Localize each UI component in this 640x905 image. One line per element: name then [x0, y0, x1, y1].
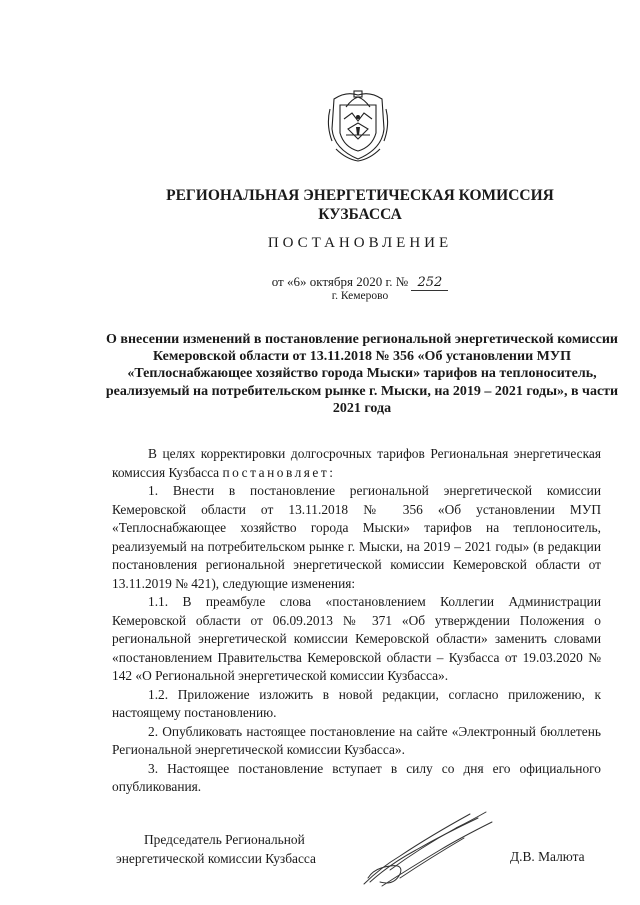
item-3: 3. Настоящее постановление вступает в силу со дня его официального опубликования. — [112, 760, 601, 794]
signatory-position — [116, 831, 356, 868]
document-type: ПОСТАНОВЛЕНИЕ — [267, 235, 453, 251]
city: г. Кемерово — [331, 290, 389, 302]
coat-of-arms-emblem-icon — [326, 89, 390, 163]
item-2: 2. Опубликовать настоящее постановление на сайте «Электронный бюллетень Региональной энергетической комиссии Кузбасса». — [112, 723, 601, 757]
commission-name: РЕГИОНАЛЬНАЯ ЭНЕРГЕТИЧЕСКАЯ КОМИССИЯ КУЗБАССА — [166, 187, 554, 223]
position-line-1: Председатель Региональной — [144, 832, 305, 847]
date-prefix: от «6» октября 2020 г. № — [271, 274, 409, 289]
signatory-name: Д.В. Малюта — [510, 849, 585, 864]
item-1-2: 1.2. Приложение изложить в новой редакции, согласно приложению, к настоящему постановлению. — [112, 686, 601, 720]
date-line — [200, 274, 520, 290]
document-title: О внесении изменений в постановление региональной энергетической комиссии Кемеровской области от 13.11.2018 № 356 «Об установлении МУП «Теплоснабжающее хозяйство города Мыски» тарифов на теплоноситель, реализуемый на потребительском рынке г. Мыски, на 2019 – 2021 годы», в части 2021 года — [105, 332, 619, 416]
document-number: 252 — [411, 275, 448, 291]
item-1-1: 1.1. В преамбуле слова «постановлением Коллегии Администрации Кемеровской области от 06.09.2013 № 371 «Об утверждении Положения о региональной энергетической комиссии Кемеровской области» заменить словами «постановлением Правительства Кемеровской области – Кузбасса от 19.03.2020 № 142 «О Региональной энергетической комиссии Кузбасса». — [112, 594, 601, 683]
preamble-resolves: постановляет: — [222, 464, 336, 480]
handwritten-signature — [360, 808, 500, 890]
preamble-text: В целях корректировки долгосрочных тарифов Региональная энергетическая комиссия Кузбасса — [112, 446, 601, 480]
document-body — [112, 445, 601, 797]
position-line-2: энергетической комиссии Кузбасса — [116, 850, 316, 866]
item-1: 1. Внести в постановление региональной энергетической комиссии Кемеровской области от 13.11.2018 № 356 «Об установлении МУП «Теплоснабжающее хозяйство города Мыски» тарифов на теплоноситель, реализуемый на потребительском рынке г. Мыски, на 2019 – 2021 годы» (в редакции постановления региональной энергетической комиссии Кемеровской области от 13.11.2019 № 421), следующие изменения: — [112, 483, 601, 591]
preamble — [112, 445, 601, 482]
